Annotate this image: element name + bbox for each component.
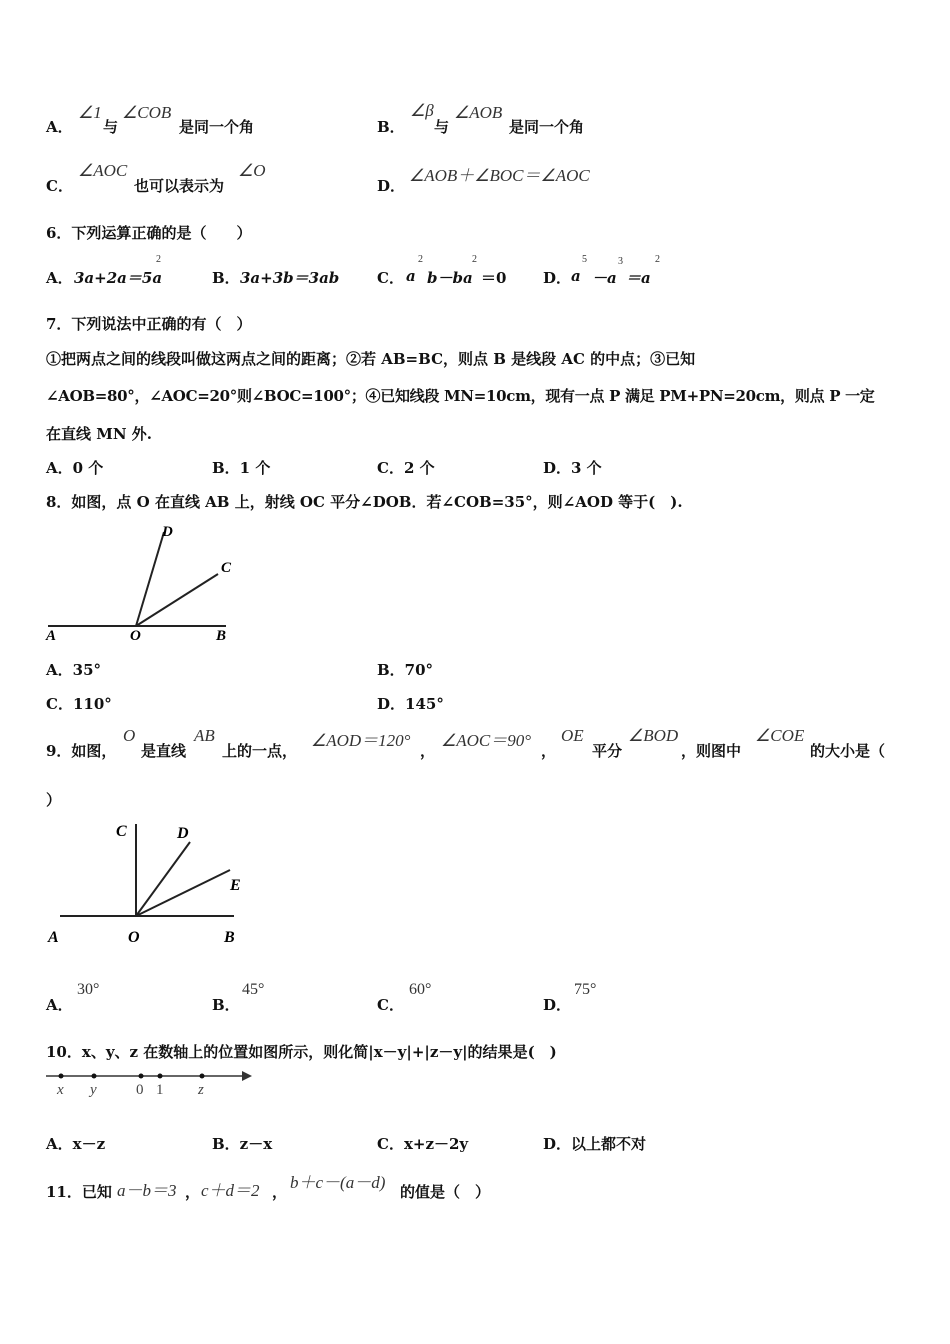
math-expression: ∠O (238, 161, 266, 180)
question-text: ①把两点之间的线段叫做这两点之间的距离；②若 AB=BC，则点 B 是线段 AC 的中点；③已知 (46, 350, 696, 368)
question-stem: 8．如图，点 O 在直线 AB 上，射线 OC 平分∠DOB．若∠COB=35°，则∠AOD 等于( ). (46, 493, 683, 511)
label-c: C (116, 823, 127, 840)
option-text: 也可以表示为 (134, 177, 225, 195)
option: D．3 个 (543, 459, 602, 477)
option-letter: D． (377, 177, 406, 195)
option-text: a (406, 267, 416, 285)
option: A．0 个 (46, 459, 104, 477)
math-expression: OE (561, 726, 584, 745)
label-a: A (48, 929, 59, 946)
ray-od (136, 842, 190, 916)
option-value: 45° (242, 981, 265, 998)
question-text: ， (420, 742, 436, 760)
superscript: 2 (156, 254, 161, 265)
option-letter: A． (46, 118, 73, 136)
label-x: x (57, 1082, 64, 1098)
option-text: a (571, 267, 581, 285)
question-text: ∠AOB=80°，∠AOC=20°则∠BOC=100°；④已知线段 MN=10cm，现有一点 P 满足 PM+PN=20cm，则点 P 一定 (46, 387, 875, 405)
label-z: z (198, 1082, 204, 1098)
question-text: ） (46, 791, 62, 809)
axis-arrow (242, 1071, 252, 1081)
option-text: ＝a (626, 269, 651, 287)
label-y: y (90, 1082, 97, 1098)
label-d: D (177, 825, 189, 842)
question-stem: 7．下列说法中正确的有（ ） (46, 315, 252, 333)
question-text: ，则图中 (681, 742, 742, 760)
option-letter: C． (46, 177, 73, 195)
label-a: A (46, 628, 57, 644)
math-expression: ∠AOC (78, 161, 128, 180)
question-text: 是直线 (141, 742, 187, 760)
option-text: 是同一个角 (509, 118, 585, 136)
math-expression: O (123, 726, 136, 745)
point-y (92, 1074, 97, 1079)
option-value: 75° (574, 981, 597, 998)
option-letter: C． (377, 269, 404, 287)
option-text: 与 (103, 118, 119, 136)
question-stem: 6．下列运算正确的是（ ） (46, 224, 252, 242)
option-letter: D． (543, 269, 572, 287)
option-letter: A． (46, 996, 73, 1014)
label-d: D (162, 524, 173, 540)
option: D．以上都不对 (543, 1135, 647, 1153)
point-zero (139, 1074, 144, 1079)
ray-oe (136, 870, 230, 916)
label-o: O (130, 628, 141, 644)
label-zero: 0 (136, 1082, 144, 1098)
superscript: 2 (472, 254, 477, 265)
math-expression: ∠BOD (628, 726, 679, 745)
option: B．z－x (212, 1135, 273, 1153)
number-line-figure (44, 1066, 256, 1100)
option-text: ＝0 (481, 269, 507, 287)
point-one (158, 1074, 163, 1079)
option-text: 是同一个角 (179, 118, 255, 136)
angle-figure-q9 (44, 820, 244, 950)
question-stem: 10．x、y、z 在数轴上的位置如图所示，则化简|x－y|+|z－y|的结果是( ) (46, 1043, 557, 1061)
label-c: C (221, 560, 232, 576)
option-text: 3a+2a＝5a (74, 269, 163, 287)
option-text: b－ba (427, 269, 473, 287)
option: A．x－z (46, 1135, 106, 1153)
option-text: －a (592, 269, 617, 287)
math-expression: ∠COB (122, 103, 172, 122)
question-text: 的大小是（ (810, 742, 886, 760)
superscript: 5 (582, 254, 587, 265)
option: A．35° (46, 661, 102, 679)
option: C．2 个 (377, 459, 435, 477)
point-z (200, 1074, 205, 1079)
option-value: 60° (409, 981, 432, 998)
option: B．1 个 (212, 459, 271, 477)
math-expression: ∠AOD＝120° (311, 731, 411, 750)
option-letter: B． (212, 269, 240, 287)
option-letter: D． (543, 996, 572, 1014)
question-text: 在直线 MN 外. (46, 425, 152, 443)
option: D．145° (377, 695, 444, 713)
option-text: 3a+3b＝3ab (240, 269, 340, 287)
math-expression: ∠β (410, 101, 434, 120)
superscript: 2 (418, 254, 423, 265)
math-expression: ∠1 (78, 103, 102, 122)
math-expression: ∠AOB (454, 103, 503, 122)
math-expression: c＋d＝2 (201, 1181, 260, 1200)
option-value: 30° (77, 981, 100, 998)
math-expression: b＋c－(a－d) (290, 1173, 386, 1192)
angle-figure-q8 (44, 518, 244, 646)
option-text: 与 (434, 118, 450, 136)
point-x (59, 1074, 64, 1079)
question-text: 9．如图， (46, 742, 117, 760)
math-expression: a－b＝3 (117, 1181, 177, 1200)
question-text: 平分 (592, 742, 623, 760)
superscript: 3 (618, 256, 623, 267)
question-text: ， (272, 1183, 288, 1201)
superscript: 2 (655, 254, 660, 265)
option: C．x+z－2y (377, 1135, 469, 1153)
option-letter: B． (377, 118, 405, 136)
option: B．70° (377, 661, 434, 679)
math-expression: ∠AOB＋∠BOC＝∠AOC (409, 166, 590, 185)
label-o: O (128, 929, 140, 946)
label-b: B (224, 929, 235, 946)
math-expression: ∠AOC＝90° (441, 731, 532, 750)
math-expression: ∠COE (755, 726, 805, 745)
label-one: 1 (156, 1082, 164, 1098)
question-text: ， (541, 742, 557, 760)
question-text: 上的一点， (222, 742, 298, 760)
label-b: B (216, 628, 227, 644)
question-text: 11．已知 (46, 1183, 112, 1201)
question-text: ， (185, 1183, 201, 1201)
option: C．110° (46, 695, 112, 713)
option-letter: B． (212, 996, 240, 1014)
question-text: 的值是（ ） (400, 1183, 491, 1201)
math-expression: AB (194, 726, 215, 745)
label-e: E (230, 877, 241, 894)
option-letter: C． (377, 996, 404, 1014)
option-letter: A． (46, 269, 73, 287)
